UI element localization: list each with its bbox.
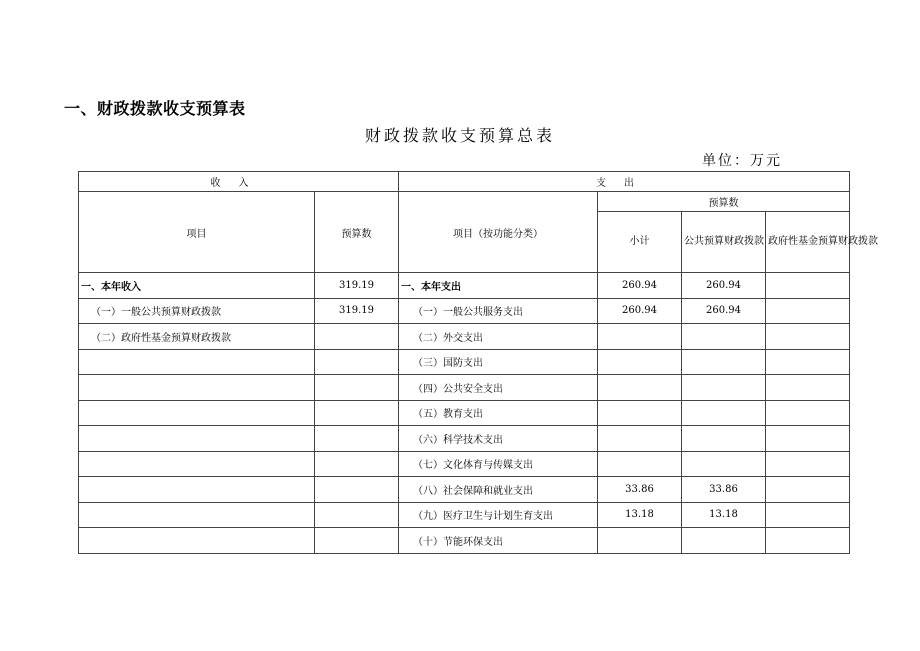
table-row xyxy=(79,349,850,375)
income-item xyxy=(79,349,315,375)
exp-item: （一）一般公共服务支出 xyxy=(399,298,598,324)
income-item xyxy=(79,528,315,554)
public-cell xyxy=(682,349,766,375)
table-row xyxy=(79,502,850,528)
table-row xyxy=(79,426,850,452)
income-item: （二）政府性基金预算财政拨款 xyxy=(79,324,315,350)
exp-item: （七）文化体育与传媒支出 xyxy=(399,451,598,477)
subtotal-cell xyxy=(598,375,682,401)
public-cell xyxy=(682,375,766,401)
income-amount xyxy=(315,349,399,375)
fund-cell xyxy=(766,400,850,426)
income-amount xyxy=(315,375,399,401)
exp-item: （十）节能环保支出 xyxy=(399,528,598,554)
income-item xyxy=(79,375,315,401)
budget-header: 预算数 xyxy=(315,192,399,273)
public-cell xyxy=(682,528,766,554)
income-item xyxy=(79,502,315,528)
budget-table xyxy=(78,171,878,554)
table-row xyxy=(79,451,850,477)
table-row xyxy=(79,298,850,324)
fund-cell xyxy=(766,349,850,375)
table-row xyxy=(79,273,850,299)
public-cell xyxy=(682,324,766,350)
public-cell: 33.86 xyxy=(682,477,766,503)
income-amount xyxy=(315,477,399,503)
fund-cell xyxy=(766,298,850,324)
subtotal-cell: 33.86 xyxy=(598,477,682,503)
income-amount: 319.19 xyxy=(315,273,399,299)
table-row xyxy=(79,528,850,554)
table-row xyxy=(79,324,850,350)
subtotal-cell: 260.94 xyxy=(598,298,682,324)
fund-cell xyxy=(766,273,850,299)
income-item xyxy=(79,477,315,503)
subtotal-cell xyxy=(598,324,682,350)
table-row xyxy=(79,375,850,401)
subtotal-cell: 260.94 xyxy=(598,273,682,299)
fund-cell xyxy=(766,477,850,503)
income-amount xyxy=(315,324,399,350)
item-header: 项目 xyxy=(79,192,315,273)
subtotal-cell xyxy=(598,528,682,554)
income-amount xyxy=(315,426,399,452)
public-cell xyxy=(682,426,766,452)
item-by-function-header: 项目（按功能分类） xyxy=(399,192,598,273)
public-cell xyxy=(682,400,766,426)
public-budget-header: 公共预算财政拨款 xyxy=(682,212,766,273)
subtotal-cell xyxy=(598,400,682,426)
fund-cell xyxy=(766,324,850,350)
fund-cell xyxy=(766,502,850,528)
public-cell xyxy=(682,451,766,477)
section-title: 一、财政拨款收支预算表 xyxy=(64,99,246,118)
header-row-2 xyxy=(79,192,850,212)
income-amount xyxy=(315,400,399,426)
table-row xyxy=(79,477,850,503)
income-item: （一）一般公共预算财政拨款 xyxy=(79,298,315,324)
income-item xyxy=(79,451,315,477)
income-item: 一、本年收入 xyxy=(79,273,315,299)
income-item xyxy=(79,400,315,426)
exp-item: （四）公共安全支出 xyxy=(399,375,598,401)
public-cell: 260.94 xyxy=(682,273,766,299)
header-row-1 xyxy=(79,172,850,192)
income-amount xyxy=(315,528,399,554)
subtotal-cell xyxy=(598,349,682,375)
exp-item: （三）国防支出 xyxy=(399,349,598,375)
expenditure-header: 支出 xyxy=(399,172,850,192)
public-cell: 13.18 xyxy=(682,502,766,528)
income-item xyxy=(79,426,315,452)
income-amount xyxy=(315,502,399,528)
income-amount: 319.19 xyxy=(315,298,399,324)
exp-item: 一、本年支出 xyxy=(399,273,598,299)
unit-label: 单位：万元 xyxy=(702,153,782,169)
subtotal-header: 小计 xyxy=(598,212,682,273)
income-header: 收入 xyxy=(79,172,399,192)
exp-item: （六）科学技术支出 xyxy=(399,426,598,452)
fund-cell xyxy=(766,426,850,452)
public-cell: 260.94 xyxy=(682,298,766,324)
income-amount xyxy=(315,451,399,477)
subtotal-cell xyxy=(598,451,682,477)
fund-cell xyxy=(766,451,850,477)
exp-item: （五）教育支出 xyxy=(399,400,598,426)
exp-item: （八）社会保障和就业支出 xyxy=(399,477,598,503)
exp-item: （九）医疗卫生与计划生育支出 xyxy=(399,502,598,528)
subtotal-cell: 13.18 xyxy=(598,502,682,528)
budget-count-header: 预算数 xyxy=(598,192,850,212)
subtotal-cell xyxy=(598,426,682,452)
table-title: 财政拨款收支预算总表 xyxy=(364,126,555,145)
gov-fund-header: 政府性基金预算财政拨款 xyxy=(766,212,850,273)
fund-cell xyxy=(766,528,850,554)
fund-cell xyxy=(766,375,850,401)
table-row xyxy=(79,400,850,426)
exp-item: （二）外交支出 xyxy=(399,324,598,350)
